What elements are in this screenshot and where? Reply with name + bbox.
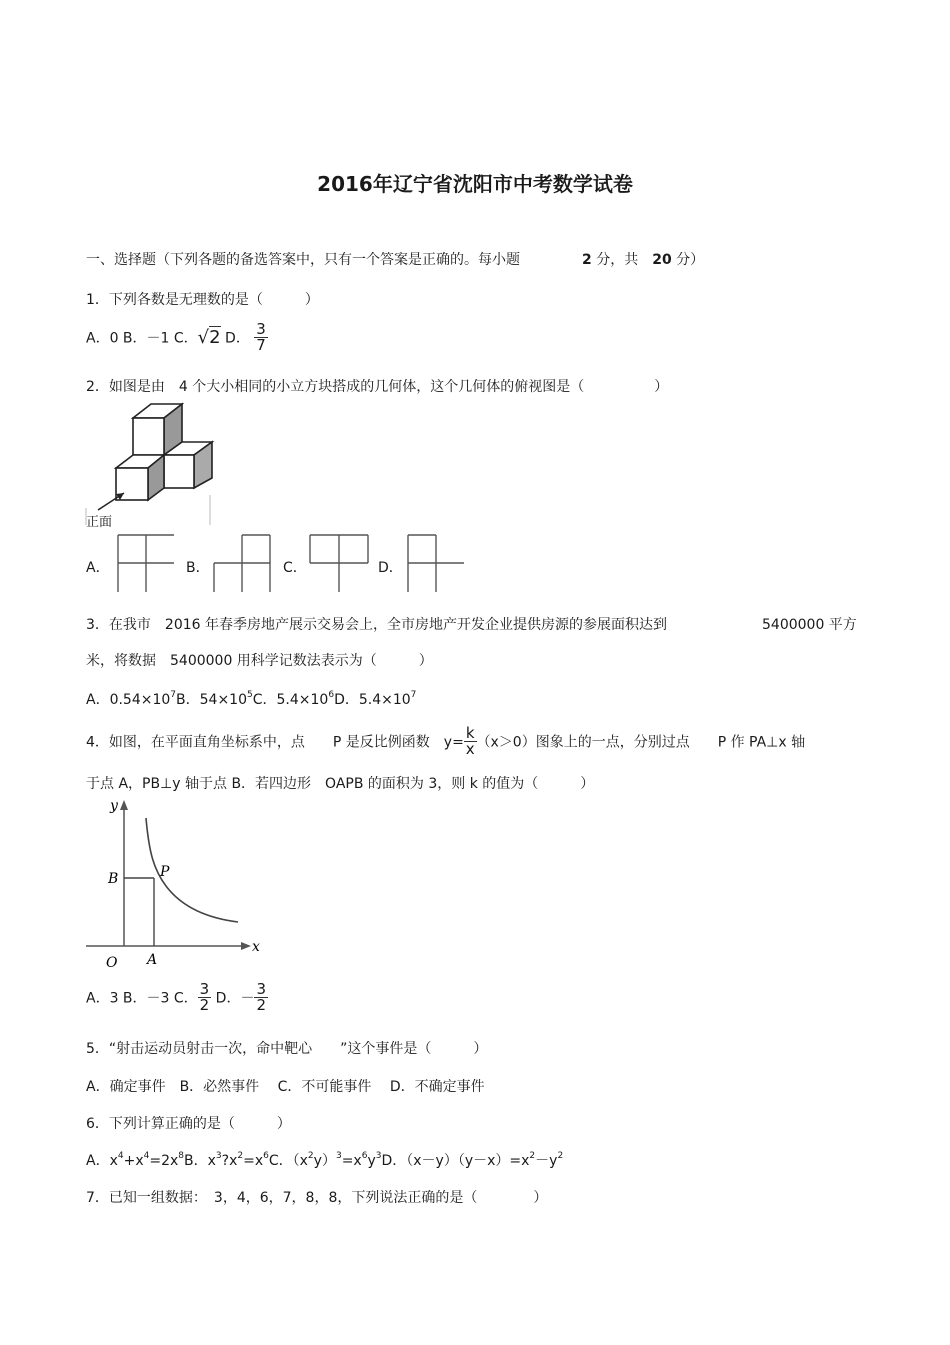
q4-line2: 于点 A，PB⊥y 轴于点 B．若四边形 OAPB 的面积为 3，则 k 的值为（ ）	[86, 776, 595, 792]
q2-option-c-figure	[310, 535, 372, 593]
q7-stem: 7．已知一组数据： 3，4，6，7，8，8，下列说法正确的是（ ）	[86, 1190, 548, 1206]
q5-stem: 5．“射击运动员射击一次，命中靶心 ”这个事件是（ ）	[86, 1041, 488, 1057]
section-heading: 一、选择题（下列各题的备选答案中，只有一个答案是正确的。每小题 2 分，共 20 分）	[86, 252, 705, 268]
svg-text:A: A	[147, 952, 158, 968]
q2-option-a: A．	[86, 560, 110, 576]
q6-stem: 6．下列计算正确的是（ ）	[86, 1116, 291, 1132]
q3-line1: 3．在我市 2016 年春季房地产展示交易会上，全市房地产开发企业提供房源的参展面积达到	[86, 617, 667, 633]
svg-text:O: O	[106, 955, 118, 971]
front-view-label: 正面	[86, 515, 113, 530]
q3-line2: 米，将数据 5400000 用科学记数法表示为（ ）	[86, 653, 433, 669]
svg-text:x: x	[252, 939, 260, 955]
cube-solid-figure	[86, 400, 216, 528]
fraction-neg-3-2: $\frac{3}{2}$	[256, 980, 266, 1014]
q3-options: A．$0.54\times 10^7B$．$54\times 10^5C$．$5.4\times 10^6D$．$5.4\times 10^7$	[86, 690, 417, 708]
q2-option-d-figure	[406, 535, 468, 593]
page-title: 2016年辽宁省沈阳市中考数学试卷	[317, 172, 633, 196]
q2-stem: 2．如图是由 4 个大小相同的小立方块搭成的几何体，这个几何体的俯视图是（ ）	[86, 379, 669, 395]
q3-line1-number: 5400000 平方	[762, 617, 857, 633]
q2-option-c: C．	[283, 560, 307, 576]
svg-text:P: P	[160, 864, 170, 880]
q2-option-b: B．	[186, 560, 210, 576]
coordinate-graph	[86, 798, 266, 973]
fraction-k-x: $\frac{k}{x}$	[465, 724, 475, 758]
q4-line1: 4．如图，在平面直角坐标系中，点 P 是反比例函数 y= $\frac{k}{x}$ （x＞0）图象上的一点，分别过点 P 作 PA⊥x 轴	[86, 724, 806, 758]
q1-options: A．0 B．－1 C．√2 D． $\frac{3}{7}$	[86, 320, 266, 354]
q5-options: A．确定事件 B．必然事件 C．不可能事件 D．不确定事件	[86, 1079, 485, 1095]
q1-stem: 1．下列各数是无理数的是（ ）	[86, 292, 319, 308]
svg-text:y: y	[110, 798, 118, 814]
svg-text:B: B	[108, 871, 119, 887]
q2-option-d: D．	[378, 560, 403, 576]
fraction-3-2: $\frac{3}{2}$	[199, 980, 210, 1014]
q6-options: A．$x^4+x^4=2x^8B$．$x^3?x^2=x^6C$．$(x^2y)^3=x^6y^3D$．$(x-y)(y-x)=x^2-y^2$	[86, 1151, 564, 1169]
q2-option-a-figure	[116, 535, 178, 593]
fraction-3-7: $\frac{3}{7}$	[256, 320, 266, 354]
q4-options: A．3 B．－3 C． $\frac{3}{2}$ D．－ $\frac{3}{2}$	[86, 980, 266, 1014]
q2-option-b-figure	[214, 535, 276, 593]
